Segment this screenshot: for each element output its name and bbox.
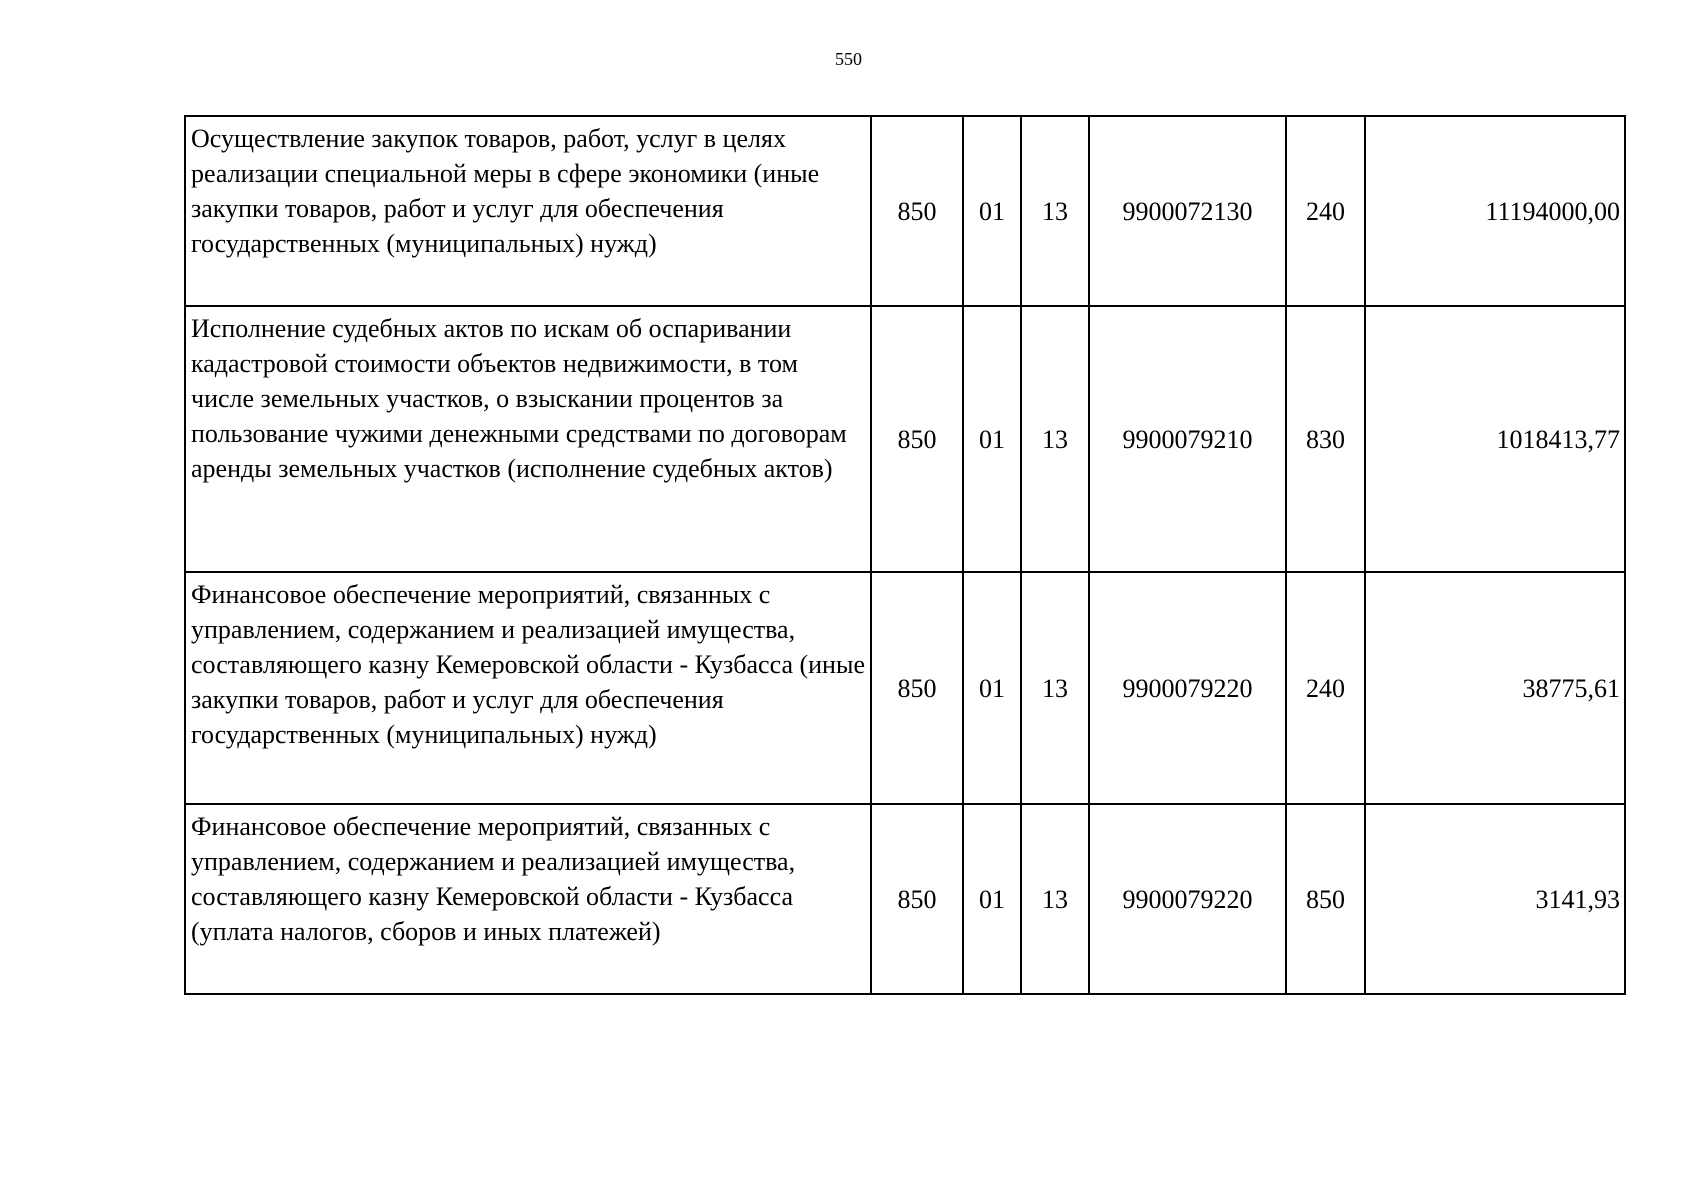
subsection-code: 13	[1021, 804, 1089, 994]
amount: 3141,93	[1365, 804, 1625, 994]
expense-description: Финансовое обеспечение мероприятий, связанных с управлением, содержанием и реализацией имущества, составляющего казну Кемеровской области - Кузбасса (уплата налогов, сборов и иных платежей)	[185, 804, 871, 994]
ministry-code: 850	[871, 572, 963, 804]
section-code: 01	[963, 116, 1021, 306]
target-article-code: 9900079220	[1089, 804, 1286, 994]
ministry-code: 850	[871, 116, 963, 306]
table-row	[185, 572, 1625, 804]
budget-table	[184, 115, 1626, 995]
expense-description: Осуществление закупок товаров, работ, услуг в целях реализации специальной меры в сфере экономики (иные закупки товаров, работ и услуг для обеспечения государственных (муниципальных) нужд)	[185, 116, 871, 306]
table-row	[185, 804, 1625, 994]
subsection-code: 13	[1021, 306, 1089, 572]
section-code: 01	[963, 306, 1021, 572]
expense-type-code: 830	[1286, 306, 1365, 572]
section-code: 01	[963, 804, 1021, 994]
target-article-code: 9900072130	[1089, 116, 1286, 306]
ministry-code: 850	[871, 306, 963, 572]
page-number: 550	[835, 49, 862, 69]
section-code: 01	[963, 572, 1021, 804]
expense-description: Финансовое обеспечение мероприятий, связанных с управлением, содержанием и реализацией имущества, составляющего казну Кемеровской области - Кузбасса (иные закупки товаров, работ и услуг для обеспечения государственных (муниципальных) нужд)	[185, 572, 871, 804]
expense-type-code: 240	[1286, 116, 1365, 306]
subsection-code: 13	[1021, 116, 1089, 306]
target-article-code: 9900079220	[1089, 572, 1286, 804]
expense-type-code: 850	[1286, 804, 1365, 994]
expense-description: Исполнение судебных актов по искам об оспаривании кадастровой стоимости объектов недвижимости, в том числе земельных участков, о взыскании процентов за пользование чужими денежными средствами по договорам аренды земельных участков (исполнение судебных актов)	[185, 306, 871, 572]
subsection-code: 13	[1021, 572, 1089, 804]
target-article-code: 9900079210	[1089, 306, 1286, 572]
table-row	[185, 306, 1625, 572]
amount: 38775,61	[1365, 572, 1625, 804]
expense-type-code: 240	[1286, 572, 1365, 804]
ministry-code: 850	[871, 804, 963, 994]
table-row	[185, 116, 1625, 306]
amount: 11194000,00	[1365, 116, 1625, 306]
amount: 1018413,77	[1365, 306, 1625, 572]
